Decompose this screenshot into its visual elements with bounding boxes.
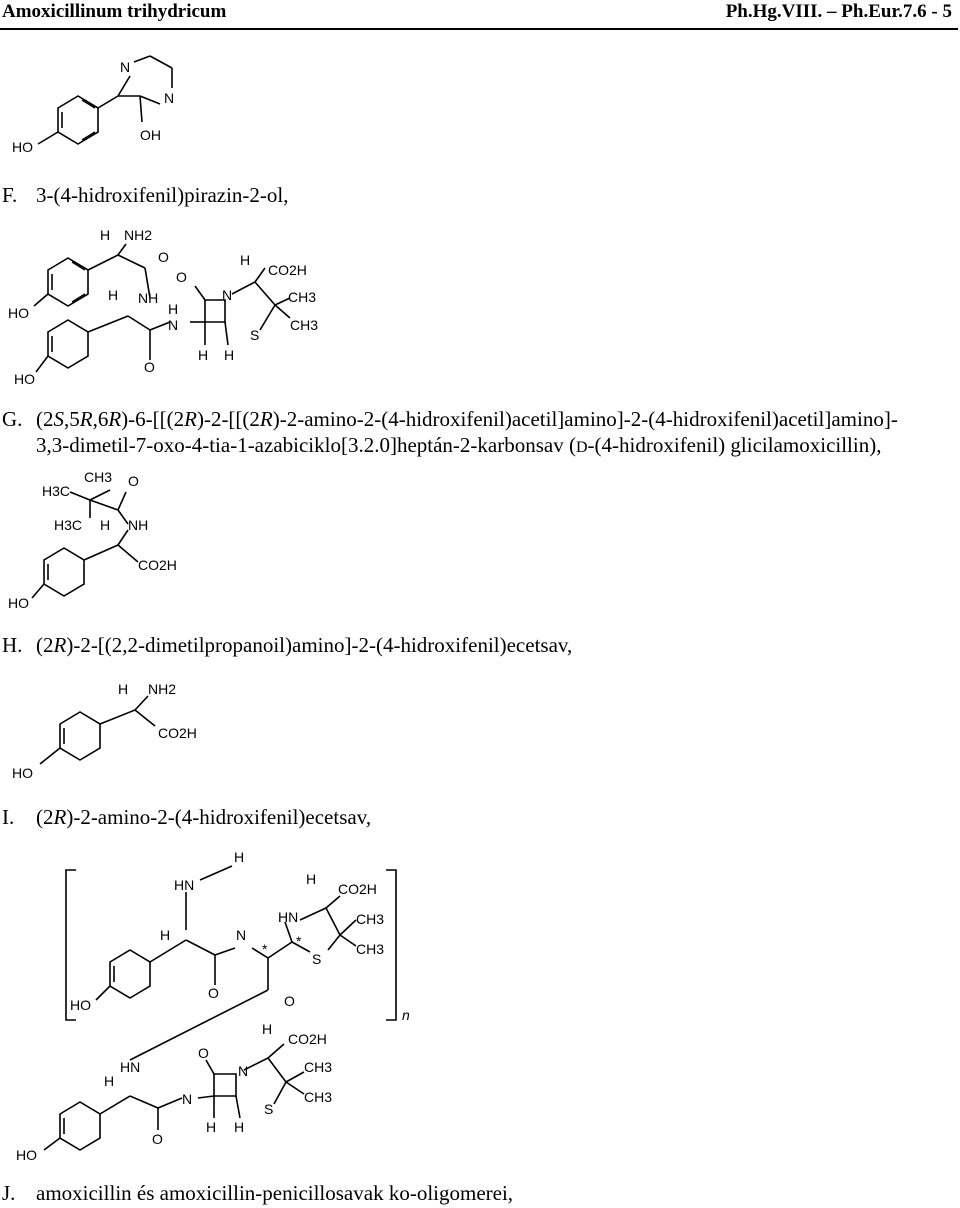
- atom-label: CO2H: [338, 881, 377, 897]
- atom-label: HN: [278, 909, 299, 925]
- page-header: [0, 0, 958, 30]
- atom-label: O: [176, 269, 187, 285]
- atom-label: O: [208, 985, 219, 1001]
- atom-label: S: [250, 327, 260, 343]
- atom-label: S: [312, 951, 322, 967]
- monograph-title: Amoxicillinum trihydricum: [2, 1, 227, 22]
- atom-label: H: [262, 1021, 273, 1037]
- atom-label: CO2H: [158, 725, 197, 741]
- atom-label: H: [198, 347, 209, 363]
- atom-label: HO: [14, 371, 35, 387]
- atom-label: H: [108, 287, 119, 303]
- atom-label: S: [264, 1101, 274, 1117]
- atom-label: HO: [16, 1147, 37, 1163]
- atom-label: H: [206, 1119, 217, 1135]
- atom-label: NH2: [124, 227, 153, 243]
- item-letter: H.: [2, 633, 23, 657]
- structure-f: [0, 40, 200, 170]
- atom-label: H: [118, 681, 129, 697]
- atom-label: N: [168, 317, 179, 333]
- atom-label: O: [284, 993, 295, 1009]
- atom-label: H: [224, 347, 235, 363]
- atom-label: NH2: [148, 681, 177, 697]
- item-letter: I.: [2, 805, 15, 829]
- item-g-caption-line2: 3,3-dimetil-7-oxo-4-tia-1-azabiciklo[3.2.0]heptán-2-karbonsav (D-(4-hidroxifenil) glicilamoxicillin),: [36, 433, 882, 457]
- atom-label: CO2H: [138, 557, 177, 573]
- atom-label: N: [238, 1063, 249, 1079]
- atom-label: CH3: [304, 1059, 333, 1075]
- atom-label: *: [262, 941, 268, 957]
- atom-label: CH3: [84, 469, 113, 485]
- item-name: 3-(4-hidroxifenil)pirazin-2-ol,: [36, 183, 289, 207]
- atom-label: H: [234, 1119, 245, 1135]
- atom-label: CH3: [356, 911, 385, 927]
- item-f-caption: [2, 182, 289, 208]
- atom-label: N: [236, 927, 247, 943]
- atom-label: NH: [138, 290, 159, 306]
- atom-label: H: [240, 252, 251, 268]
- atom-label: H: [160, 927, 171, 943]
- atom-label: H: [306, 871, 317, 887]
- atom-label: CO2H: [268, 262, 307, 278]
- item-letter: G.: [2, 407, 23, 431]
- item-i-caption: I. (2R)-2-amino-2-(4-hidroxifenil)ecetsav,: [2, 805, 372, 829]
- pharmacopoeia-reference: Ph.Hg.VIII. – Ph.Eur.7.6 - 5: [725, 1, 952, 22]
- atom-label: H: [168, 301, 179, 317]
- item-h-caption: H. (2R)-2-[(2,2-dimetilpropanoil)amino]-2-(4-hidroxifenil)ecetsav,: [2, 633, 573, 657]
- item-g-caption: G. (2S,5R,6R)-6-[[(2R)-2-[[(2R)-2-amino-2-(4-hidroxifenil)acetil]amino]-2-(4-hidroxifenil)acetil]amino]-: [2, 407, 898, 431]
- atom-label: CH3: [290, 317, 319, 333]
- atom-label: H: [100, 517, 111, 533]
- atom-label: N: [120, 59, 131, 75]
- atom-label: H: [234, 849, 245, 865]
- atom-label: O: [144, 359, 155, 375]
- item-j-caption: [2, 1180, 513, 1206]
- atom-label: N: [164, 90, 175, 106]
- atom-label: HO: [12, 765, 33, 781]
- atom-label: H: [100, 227, 111, 243]
- atom-label: n: [402, 1007, 410, 1023]
- atom-label: N: [182, 1091, 193, 1107]
- atom-label: HN: [174, 877, 195, 893]
- atom-label: O: [128, 473, 139, 489]
- atom-label: CH3: [304, 1089, 333, 1105]
- structure-j: [0, 846, 440, 1176]
- atom-label: HO: [8, 595, 29, 611]
- atom-label: O: [152, 1131, 163, 1147]
- structure-i: [0, 672, 220, 792]
- structure-g: [0, 222, 340, 392]
- atom-label: HO: [12, 139, 33, 155]
- atom-label: HO: [70, 997, 91, 1013]
- atom-label: O: [158, 249, 169, 265]
- atom-label: OH: [140, 127, 161, 143]
- atom-label: CO2H: [288, 1031, 327, 1047]
- item-letter: J.: [2, 1181, 16, 1205]
- atom-label: NH: [128, 517, 149, 533]
- atom-label: O: [198, 1045, 209, 1061]
- atom-label: *: [296, 933, 302, 949]
- atom-label: HO: [8, 305, 29, 321]
- atom-label: CH3: [288, 289, 317, 305]
- atom-label: H: [104, 1073, 115, 1089]
- item-name: amoxicillin és amoxicillin-penicillosavak ko-oligomerei,: [36, 1181, 514, 1205]
- atom-label: HN: [120, 1059, 141, 1075]
- item-letter: F.: [2, 183, 18, 207]
- atom-label: N: [222, 287, 233, 303]
- structure-h: [0, 466, 200, 616]
- atom-label: H3C: [42, 483, 71, 499]
- atom-label: CH3: [356, 941, 385, 957]
- atom-label: H3C: [54, 517, 83, 533]
